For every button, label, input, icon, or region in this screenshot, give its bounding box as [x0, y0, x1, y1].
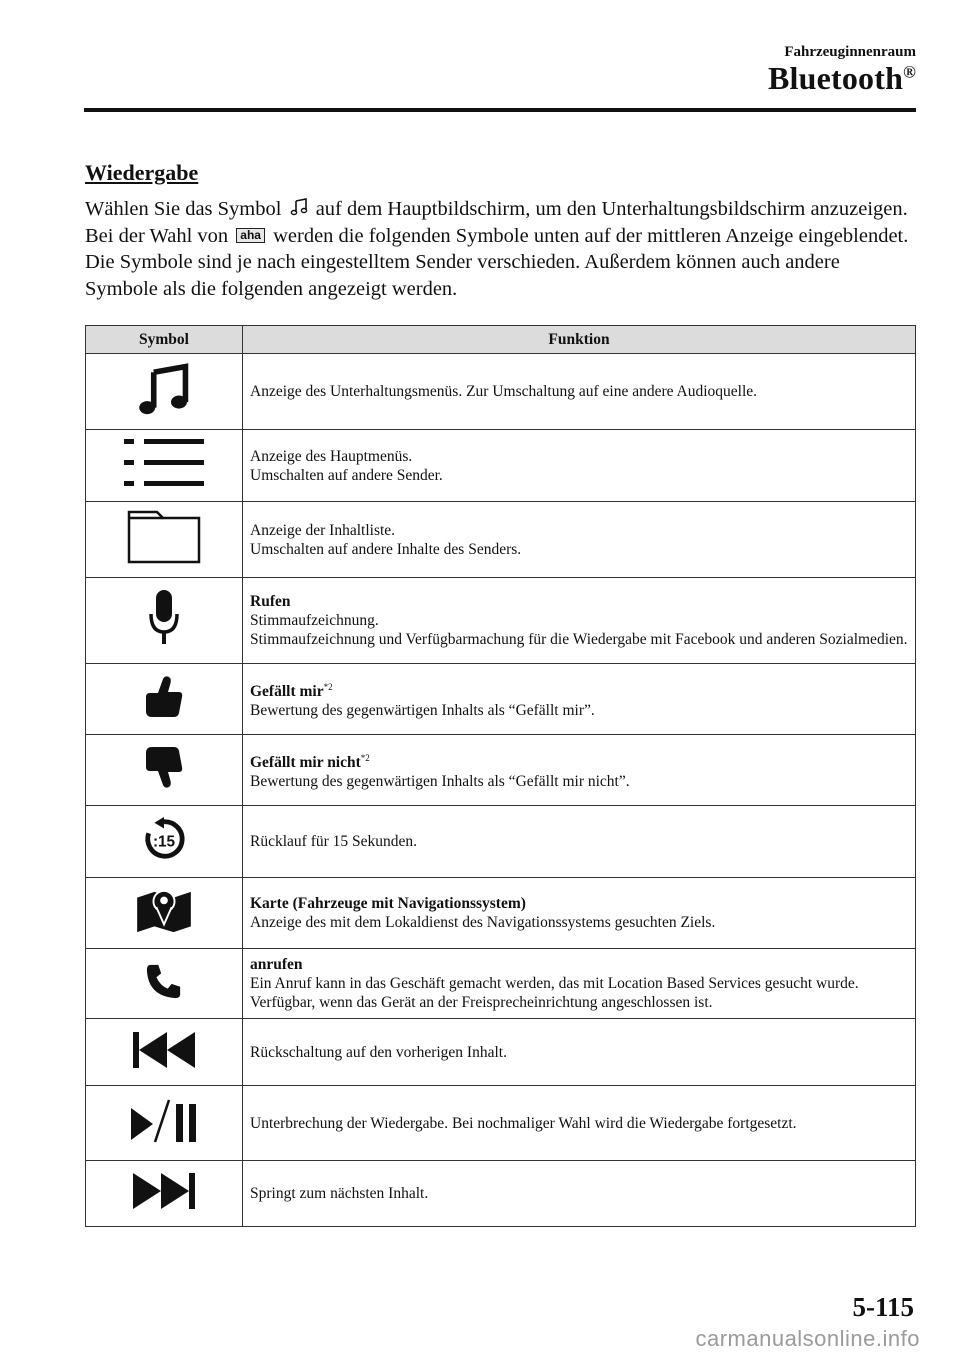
function-title — [250, 678, 909, 701]
function-description: Stimmaufzeichnung. — [250, 612, 379, 629]
header-title — [768, 60, 916, 97]
table-row — [86, 878, 916, 949]
table-row — [86, 1161, 916, 1227]
function-cell — [243, 806, 916, 878]
function-cell — [243, 735, 916, 806]
watermark: carmanualsonline.info — [695, 1326, 920, 1351]
section-heading: Wiedergabe — [85, 160, 199, 185]
header-title-text: Bluetooth — [767, 60, 904, 96]
function-description: Springt zum nächsten Inhalt. — [250, 1185, 429, 1202]
table-row — [86, 735, 916, 806]
function-description: Rückschaltung auf den vorherigen Inhalt. — [250, 1043, 507, 1061]
function-cell — [243, 1019, 916, 1086]
symbol-cell — [86, 949, 243, 1019]
intro-text-3: werden die folgenden Symbole unten auf der mittleren Anzeige eingeblendet. Die Symbole sind je nach eingestelltem Sender verschieden. Außerdem können auch andere Symbole als die folgenden angezeigt werden. — [85, 224, 909, 300]
function-cell — [243, 430, 916, 502]
function-cell — [243, 502, 916, 578]
table-row — [86, 578, 916, 664]
footnote-mark: *2 — [323, 681, 333, 692]
symbol-cell — [86, 502, 243, 578]
function-cell — [243, 878, 916, 949]
function-title-text: Gefällt mir nicht — [250, 754, 361, 772]
function-description: Umschalten auf andere Inhalte des Senders. — [250, 540, 522, 558]
function-cell — [243, 949, 916, 1019]
column-header-function: Funktion — [243, 326, 916, 354]
function-title-text: Rufen — [250, 593, 291, 610]
list-menu-icon — [86, 437, 242, 494]
header-section-label: Fahrzeuginnenraum — [784, 44, 916, 60]
function-title-text: Gefällt mir — [250, 683, 324, 701]
table-row — [86, 806, 916, 878]
aha-badge: aha — [236, 228, 265, 243]
function-description: Anzeige der Inhaltliste. — [250, 521, 396, 539]
symbol-function-table — [85, 325, 916, 1227]
skip-previous-icon — [86, 1031, 242, 1074]
thumbs-up-icon — [86, 675, 242, 724]
function-description: Anzeige des Unterhaltungsmenüs. Zur Umschaltung auf eine andere Audioquelle. — [250, 383, 758, 400]
registered-mark: ® — [903, 62, 916, 82]
rewind-15-icon — [86, 817, 242, 866]
intro-text-1: Wählen Sie das Symbol — [85, 198, 287, 220]
function-description: Rücklauf für 15 Sekunden. — [250, 833, 418, 850]
svg-text::15: :15 — [152, 833, 176, 851]
table-row — [86, 354, 916, 430]
table-row — [86, 664, 916, 735]
table-row — [86, 949, 916, 1019]
function-description: Anzeige des mit dem Lokaldienst des Navigationssystems gesuchten Ziels. — [250, 914, 716, 931]
symbol-cell — [86, 878, 243, 949]
symbol-cell — [86, 806, 243, 878]
function-description: Anzeige des Hauptmenüs. — [250, 447, 413, 465]
intro-paragraph — [85, 196, 915, 302]
page-number: 5-115 — [852, 1292, 914, 1322]
skip-next-icon — [86, 1172, 242, 1215]
function-description: Unterbrechung der Wiedergabe. Bei nochmaliger Wahl wird die Wiedergabe fortgesetzt. — [250, 1114, 797, 1132]
music-note-icon — [86, 361, 242, 422]
function-description: Stimmaufzeichnung und Verfügbarmachung für die Wiedergabe mit Facebook und anderen Sozialmedien. — [250, 631, 908, 648]
intro-text-2: auf dem Hauptbildschirm, um den Unterhaltungsbildschirm anzuzeigen. Bei der Wahl von — [85, 198, 908, 247]
symbol-cell — [86, 664, 243, 735]
function-title — [250, 592, 909, 611]
function-cell — [243, 578, 916, 664]
table-row — [86, 502, 916, 578]
function-title — [250, 749, 909, 772]
symbol-cell — [86, 578, 243, 664]
function-cell — [243, 664, 916, 735]
phone-icon — [86, 962, 242, 1005]
header-rule — [84, 108, 916, 112]
function-title-text: anrufen — [250, 956, 303, 973]
folder-icon — [86, 510, 242, 569]
function-title — [250, 894, 909, 913]
symbol-cell — [86, 1086, 243, 1161]
microphone-icon — [86, 588, 242, 653]
symbol-cell — [86, 735, 243, 806]
table-row — [86, 430, 916, 502]
function-cell — [243, 1086, 916, 1161]
function-description: Bewertung des gegenwärtigen Inhalts als “Gefällt mir”. — [250, 702, 595, 720]
thumbs-down-icon — [86, 745, 242, 796]
symbol-cell — [86, 1019, 243, 1086]
table-header-row — [86, 326, 916, 354]
symbol-cell — [86, 430, 243, 502]
function-title — [250, 955, 909, 974]
table-row — [86, 1086, 916, 1161]
table-row — [86, 1019, 916, 1086]
inline-music-note-icon — [289, 197, 309, 217]
symbol-cell — [86, 354, 243, 430]
symbol-cell — [86, 1161, 243, 1227]
map-pin-icon — [86, 888, 242, 939]
footnote-mark: *2 — [360, 752, 370, 763]
function-cell — [243, 1161, 916, 1227]
column-header-symbol: Symbol — [86, 326, 243, 354]
function-description: Bewertung des gegenwärtigen Inhalts als “Gefällt mir nicht”. — [250, 773, 630, 791]
play-pause-icon — [86, 1098, 242, 1149]
function-description: Ein Anruf kann in das Geschäft gemacht werden, das mit Location Based Services gesucht wurde. Verfügbar, wenn das Gerät an der Freisprecheinrichtung angeschlossen ist. — [250, 975, 859, 1011]
function-title-text: Karte (Fahrzeuge mit Navigationssystem) — [250, 895, 526, 912]
function-cell — [243, 354, 916, 430]
function-description: Umschalten auf andere Sender. — [250, 466, 443, 484]
